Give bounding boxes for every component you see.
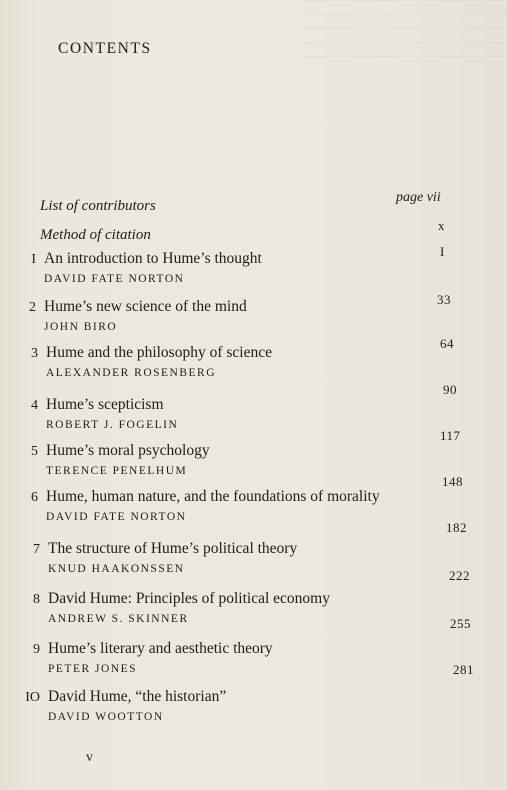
page-number: 148 [442, 474, 463, 489]
chapter-author: ROBERT J. FOGELIN [46, 419, 179, 431]
chapter-number: 7 [33, 542, 40, 557]
show-through-texture [300, 0, 507, 70]
page-number: 255 [450, 616, 471, 631]
chapter-title: Hume’s moral psychology [46, 442, 210, 459]
chapter-author: ALEXANDER ROSENBERG [46, 367, 217, 379]
chapter-title: An introduction to Hume’s thought [44, 250, 262, 267]
chapter-author: KNUD HAAKONSSEN [48, 563, 185, 575]
chapter-number: 5 [31, 444, 38, 459]
chapter-author: DAVID WOOTTON [48, 711, 164, 723]
page-label [396, 190, 441, 206]
chapter-title: The structure of Hume’s political theory [48, 540, 298, 557]
chapter-number: I [31, 252, 36, 267]
chapter-number: 6 [31, 490, 38, 505]
page-word: page [396, 190, 424, 205]
chapter-author: DAVID FATE NORTON [44, 273, 185, 285]
chapter-number: 4 [31, 398, 38, 413]
chapter-author: TERENCE PENELHUM [46, 465, 188, 477]
folio: v [86, 750, 93, 765]
page-number: 64 [440, 336, 454, 351]
chapter-number: 3 [31, 346, 38, 361]
chapter-title: Hume’s scepticism [46, 396, 164, 413]
page-number: 281 [453, 662, 474, 677]
front-matter-citation: Method of citation [40, 227, 151, 243]
chapter-author: DAVID FATE NORTON [46, 511, 187, 523]
chapter-number: IO [25, 690, 40, 705]
page-number: 33 [437, 292, 451, 307]
chapter-title: David Hume, “the historian” [48, 688, 227, 705]
front-matter-contributors: List of contributors [40, 198, 156, 214]
page-number: 90 [443, 382, 457, 397]
chapter-title: David Hume: Principles of political economy [48, 590, 330, 607]
chapter-number: 8 [33, 592, 40, 607]
chapter-number: 9 [33, 642, 40, 657]
chapter-title: Hume, human nature, and the foundations of morality [46, 488, 380, 505]
chapter-number: 2 [29, 300, 36, 315]
chapter-author: ANDREW S. SKINNER [48, 613, 189, 625]
page-number: vii [426, 190, 441, 205]
page-number: 117 [440, 428, 461, 443]
chapter-title: Hume’s new science of the mind [44, 298, 247, 315]
chapter-author: JOHN BIRO [44, 321, 118, 333]
page-number: 222 [449, 568, 470, 583]
page-number: x [438, 218, 445, 233]
page-title: CONTENTS [58, 40, 152, 57]
chapter-title: Hume’s literary and aesthetic theory [48, 640, 273, 657]
page-number: 182 [446, 520, 467, 535]
chapter-title: Hume and the philosophy of science [46, 344, 272, 361]
page-number: I [440, 244, 445, 259]
chapter-author: PETER JONES [48, 663, 138, 675]
